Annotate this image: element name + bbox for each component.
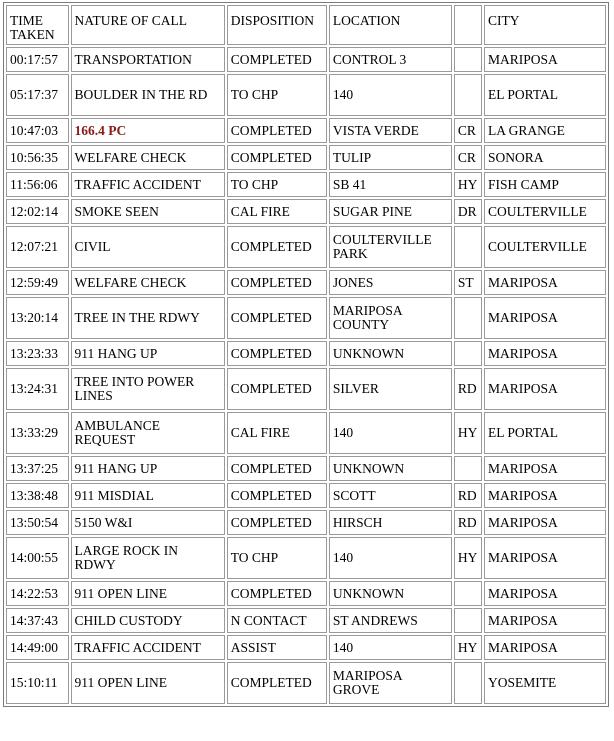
cell-suffix: RD: [454, 368, 482, 410]
cell-time: 13:50:54: [6, 510, 69, 535]
cell-disposition: TO CHP: [227, 537, 327, 579]
cell-location: HIRSCH: [329, 510, 452, 535]
table-row: [6, 226, 606, 268]
cell-nature: TREE IN THE RDWY: [71, 297, 225, 339]
call-log-table: [3, 2, 609, 707]
table-row: [6, 368, 606, 410]
table-row: [6, 456, 606, 481]
cell-disposition: COMPLETED: [227, 368, 327, 410]
cell-nature: 5150 W&I: [71, 510, 225, 535]
cell-disposition: COMPLETED: [227, 510, 327, 535]
cell-nature: TRAFFIC ACCIDENT: [71, 172, 225, 197]
cell-disposition: CAL FIRE: [227, 199, 327, 224]
cell-disposition: COMPLETED: [227, 662, 327, 704]
cell-location: MARIPOSA GROVE: [329, 662, 452, 704]
cell-disposition: N CONTACT: [227, 608, 327, 633]
table-row: [6, 537, 606, 579]
cell-time: 15:10:11: [6, 662, 69, 704]
cell-suffix: ST: [454, 270, 482, 295]
cell-nature: TRANSPORTATION: [71, 47, 225, 72]
header-nature-of-call: NATURE OF CALL: [71, 5, 225, 45]
cell-time: 13:20:14: [6, 297, 69, 339]
cell-time: 12:02:14: [6, 199, 69, 224]
cell-time: 10:56:35: [6, 145, 69, 170]
cell-location: JONES: [329, 270, 452, 295]
cell-nature: WELFARE CHECK: [71, 145, 225, 170]
table-row: [6, 297, 606, 339]
cell-city: COULTERVILLE: [484, 226, 606, 268]
cell-suffix: [454, 226, 482, 268]
cell-suffix: [454, 74, 482, 116]
cell-location: TULIP: [329, 145, 452, 170]
cell-time: 12:59:49: [6, 270, 69, 295]
cell-disposition: COMPLETED: [227, 145, 327, 170]
cell-suffix: [454, 47, 482, 72]
cell-suffix: HY: [454, 635, 482, 660]
cell-disposition: COMPLETED: [227, 47, 327, 72]
table-row: [6, 172, 606, 197]
cell-location: SILVER: [329, 368, 452, 410]
cell-time: 14:00:55: [6, 537, 69, 579]
cell-time: 05:17:37: [6, 74, 69, 116]
cell-suffix: [454, 341, 482, 366]
table-row: [6, 412, 606, 454]
cell-disposition: COMPLETED: [227, 226, 327, 268]
cell-nature: BOULDER IN THE RD: [71, 74, 225, 116]
table-row: [6, 341, 606, 366]
cell-nature: CIVIL: [71, 226, 225, 268]
table-row: [6, 662, 606, 704]
cell-city: MARIPOSA: [484, 581, 606, 606]
cell-suffix: RD: [454, 483, 482, 508]
cell-disposition: COMPLETED: [227, 581, 327, 606]
cell-disposition: COMPLETED: [227, 297, 327, 339]
cell-time: 13:23:33: [6, 341, 69, 366]
cell-disposition: COMPLETED: [227, 118, 327, 143]
cell-city: FISH CAMP: [484, 172, 606, 197]
cell-city: EL PORTAL: [484, 74, 606, 116]
cell-city: MARIPOSA: [484, 483, 606, 508]
cell-disposition: TO CHP: [227, 172, 327, 197]
table-row: [6, 199, 606, 224]
table-row: [6, 118, 606, 143]
header-suffix: [454, 5, 482, 45]
cell-city: EL PORTAL: [484, 412, 606, 454]
cell-city: MARIPOSA: [484, 47, 606, 72]
cell-location: UNKNOWN: [329, 341, 452, 366]
cell-nature: 911 HANG UP: [71, 341, 225, 366]
table-row: [6, 47, 606, 72]
cell-nature: 166.4 PC: [71, 118, 225, 143]
cell-nature: LARGE ROCK IN RDWY: [71, 537, 225, 579]
cell-nature: AMBULANCE REQUEST: [71, 412, 225, 454]
cell-location: 140: [329, 412, 452, 454]
cell-location: SUGAR PINE: [329, 199, 452, 224]
cell-suffix: HY: [454, 412, 482, 454]
table-row: [6, 74, 606, 116]
table-row: [6, 483, 606, 508]
cell-nature: 911 HANG UP: [71, 456, 225, 481]
cell-location: ST ANDREWS: [329, 608, 452, 633]
cell-time: 14:22:53: [6, 581, 69, 606]
cell-location: MARIPOSA COUNTY: [329, 297, 452, 339]
cell-location: SB 41: [329, 172, 452, 197]
table-row: [6, 608, 606, 633]
cell-city: MARIPOSA: [484, 635, 606, 660]
cell-time: 13:24:31: [6, 368, 69, 410]
cell-suffix: HY: [454, 537, 482, 579]
cell-location: VISTA VERDE: [329, 118, 452, 143]
cell-suffix: [454, 456, 482, 481]
cell-city: MARIPOSA: [484, 270, 606, 295]
cell-disposition: ASSIST: [227, 635, 327, 660]
cell-suffix: HY: [454, 172, 482, 197]
table-row: [6, 581, 606, 606]
cell-time: 13:37:25: [6, 456, 69, 481]
cell-nature: 911 OPEN LINE: [71, 662, 225, 704]
cell-city: MARIPOSA: [484, 510, 606, 535]
cell-time: 12:07:21: [6, 226, 69, 268]
table-row: [6, 145, 606, 170]
cell-city: MARIPOSA: [484, 297, 606, 339]
table-row: [6, 510, 606, 535]
cell-city: MARIPOSA: [484, 368, 606, 410]
cell-suffix: CR: [454, 145, 482, 170]
cell-city: COULTERVILLE: [484, 199, 606, 224]
cell-location: SCOTT: [329, 483, 452, 508]
header-location: LOCATION: [329, 5, 452, 45]
cell-time: 14:49:00: [6, 635, 69, 660]
cell-time: 14:37:43: [6, 608, 69, 633]
cell-suffix: [454, 581, 482, 606]
cell-time: 10:47:03: [6, 118, 69, 143]
cell-time: 11:56:06: [6, 172, 69, 197]
cell-nature: WELFARE CHECK: [71, 270, 225, 295]
cell-disposition: CAL FIRE: [227, 412, 327, 454]
cell-nature: TREE INTO POWER LINES: [71, 368, 225, 410]
cell-disposition: COMPLETED: [227, 483, 327, 508]
cell-suffix: [454, 297, 482, 339]
cell-time: 13:33:29: [6, 412, 69, 454]
cell-city: LA GRANGE: [484, 118, 606, 143]
table-row: [6, 635, 606, 660]
cell-suffix: RD: [454, 510, 482, 535]
header-city: CITY: [484, 5, 606, 45]
cell-location: 140: [329, 74, 452, 116]
cell-suffix: DR: [454, 199, 482, 224]
cell-nature: CHILD CUSTODY: [71, 608, 225, 633]
cell-city: MARIPOSA: [484, 341, 606, 366]
cell-location: 140: [329, 537, 452, 579]
cell-location: COULTERVILLE PARK: [329, 226, 452, 268]
cell-location: UNKNOWN: [329, 581, 452, 606]
cell-location: UNKNOWN: [329, 456, 452, 481]
cell-disposition: TO CHP: [227, 74, 327, 116]
cell-disposition: COMPLETED: [227, 270, 327, 295]
header-disposition: DISPOSITION: [227, 5, 327, 45]
cell-city: SONORA: [484, 145, 606, 170]
cell-disposition: COMPLETED: [227, 456, 327, 481]
cell-city: YOSEMITE: [484, 662, 606, 704]
cell-disposition: COMPLETED: [227, 341, 327, 366]
cell-city: MARIPOSA: [484, 608, 606, 633]
cell-suffix: [454, 662, 482, 704]
cell-nature: SMOKE SEEN: [71, 199, 225, 224]
cell-location: CONTROL 3: [329, 47, 452, 72]
cell-suffix: CR: [454, 118, 482, 143]
header-time-taken: TIME TAKEN: [6, 5, 69, 45]
header-row: [6, 5, 606, 45]
cell-suffix: [454, 608, 482, 633]
cell-city: MARIPOSA: [484, 456, 606, 481]
cell-nature: 911 OPEN LINE: [71, 581, 225, 606]
cell-city: MARIPOSA: [484, 537, 606, 579]
cell-time: 13:38:48: [6, 483, 69, 508]
cell-time: 00:17:57: [6, 47, 69, 72]
table-row: [6, 270, 606, 295]
cell-nature: TRAFFIC ACCIDENT: [71, 635, 225, 660]
cell-location: 140: [329, 635, 452, 660]
cell-nature: 911 MISDIAL: [71, 483, 225, 508]
